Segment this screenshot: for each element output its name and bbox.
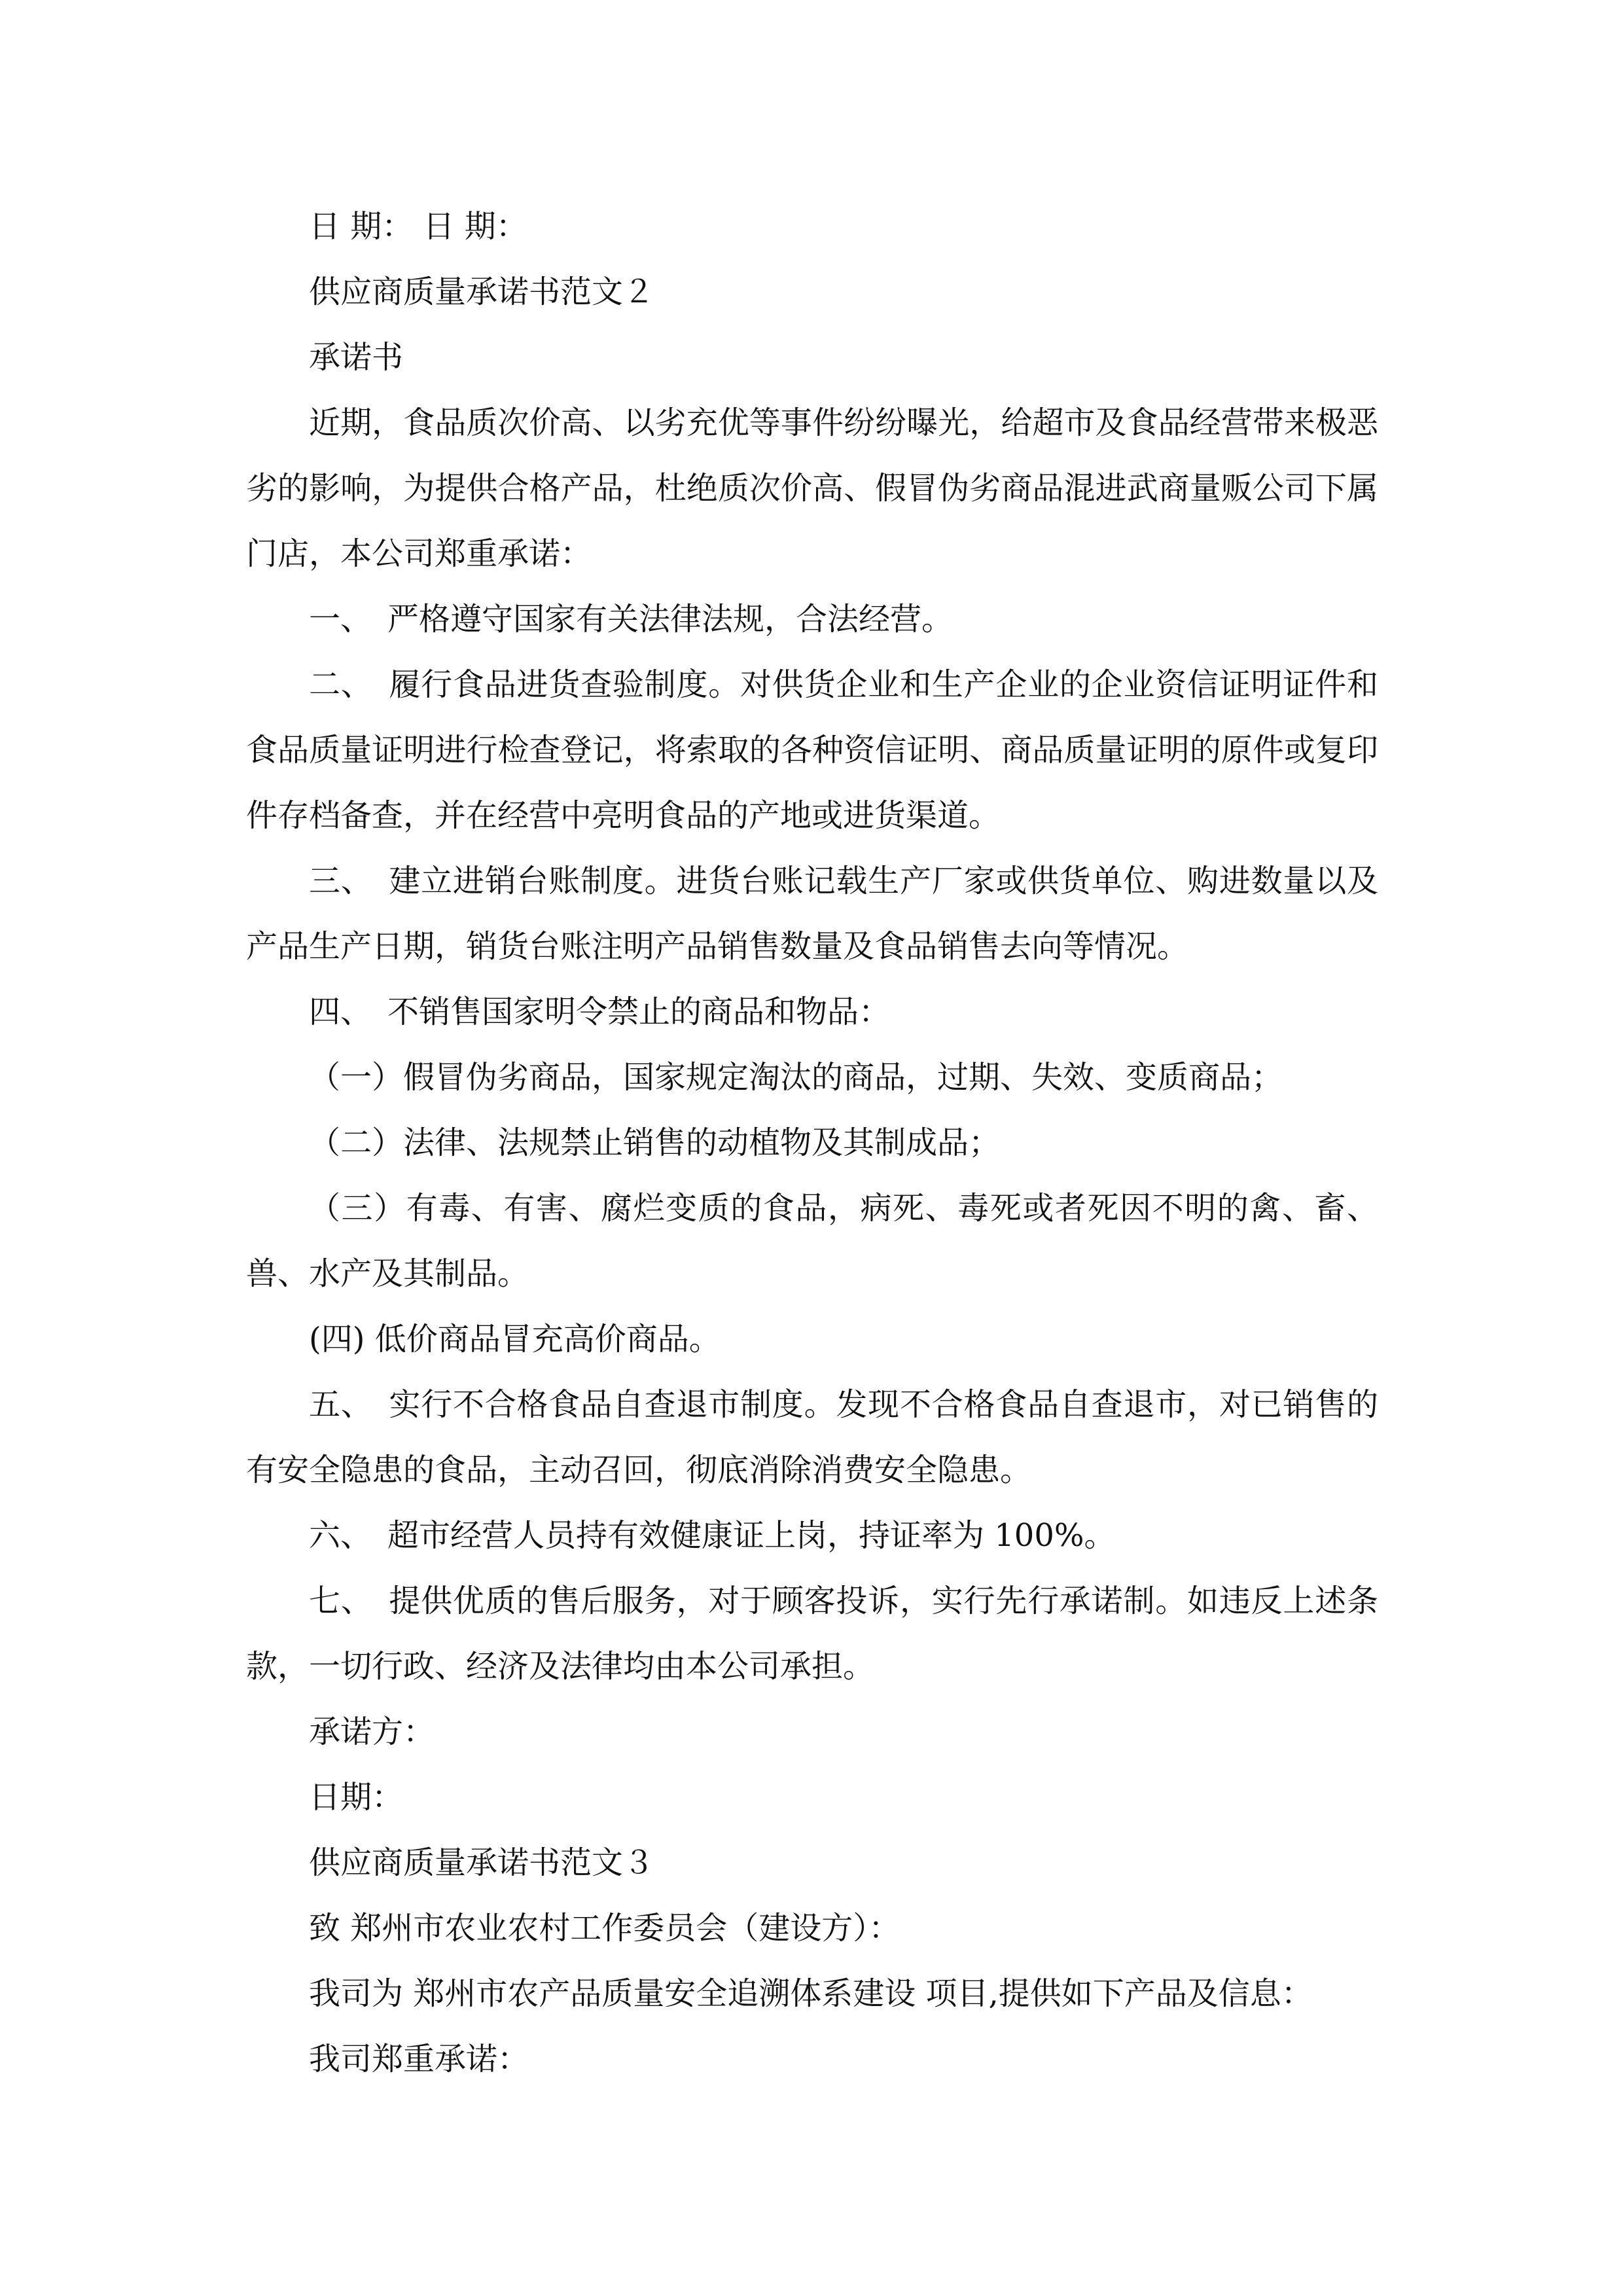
clause-7: 七、 提供优质的售后服务，对于顾客投诉，实行先行承诺制。如违反上述条款，一切行政、经济及法律均由本公司承担。	[246, 1583, 1378, 1685]
promise-line: 我司郑重承诺：	[309, 2041, 529, 2077]
clause-6: 六、 超市经营人员持有效健康证上岗，持证率为 100%。	[309, 1517, 1116, 1554]
clause-4-item-1: （一）假冒伪劣商品，国家规定淘汰的商品，过期、失效、变质商品；	[309, 1059, 1283, 1096]
clause-1: 一、 严格遵守国家有关法律法规，合法经营。	[309, 601, 954, 637]
recipient-line: 致 郑州市农业农村工作委员会（建设方）：	[309, 1910, 901, 1946]
project-line: 我司为 郑州市农产品质量安全追溯体系建设 项目,提供如下产品及信息：	[309, 1975, 1313, 2012]
section-title-sample-2: 供应商质量承诺书范文２	[309, 274, 655, 310]
date-line-1: 日 期： 日 期：	[309, 208, 527, 245]
clause-4-item-2: （二）法律、法规禁止销售的动植物及其制成品；	[309, 1124, 1001, 1161]
clause-4-item-4: (四) 低价商品冒充高价商品。	[309, 1321, 721, 1357]
clause-3: 三、 建立进销台账制度。进货台账记载生产厂家或供货单位、购进数量以及产品生产日期，销货台账注明产品销售数量及食品销售去向等情况。	[246, 863, 1378, 965]
clause-4: 四、 不销售国家明令禁止的商品和物品：	[309, 994, 891, 1030]
date-line-2: 日期：	[309, 1779, 404, 1816]
clause-4-item-3: （三）有毒、有害、腐烂变质的食品，病死、毒死或者死因不明的禽、畜、兽、水产及其制品。	[246, 1190, 1378, 1292]
clause-5: 五、 实行不合格食品自查退市制度。发现不合格食品自查退市，对已销售的有安全隐患的食品，主动召回，彻底消除消费安全隐患。	[246, 1386, 1378, 1488]
clause-2: 二、 履行食品进货查验制度。对供货企业和生产企业的企业资信证明证件和食品质量证明进行检查登记，将索取的各种资信证明、商品质量证明的原件或复印件存档备查，并在经营中亮明食品的产地或进货渠道。	[246, 666, 1378, 834]
promisor-line: 承诺方：	[309, 1713, 435, 1750]
letter-title: 承诺书	[309, 339, 404, 376]
intro-paragraph: 近期，食品质次价高、以劣充优等事件纷纷曝光，给超市及食品经营带来极恶劣的影响，为提供合格产品，杜绝质次价高、假冒伪劣商品混进武商量贩公司下属门店，本公司郑重承诺：	[246, 404, 1378, 572]
document-body	[246, 194, 1378, 2092]
section-title-sample-3: 供应商质量承诺书范文３	[309, 1844, 655, 1881]
